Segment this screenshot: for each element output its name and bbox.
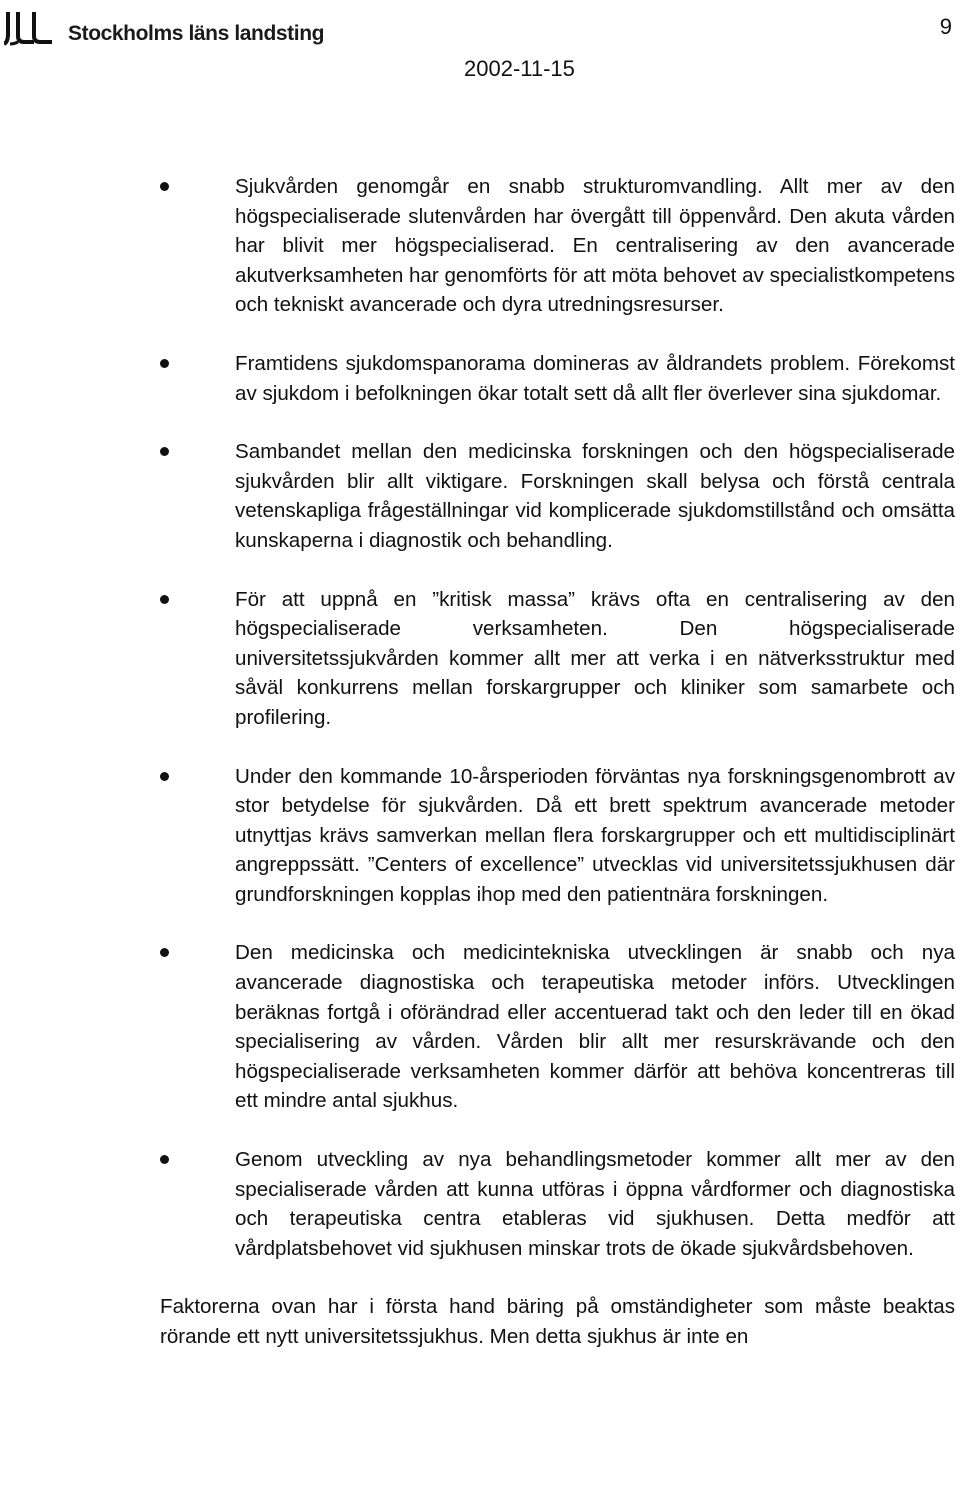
- bullet-text: För att uppnå en ”kritisk massa” krävs ofta en centralisering av den högspecialiserade verksamheten. Den högspecialiserade universitetssjukvården kommer allt mer att verka i en nätverksstruktur med såväl konkurrens mellan forskargrupper och kliniker som samarbete och profilering.: [235, 587, 955, 729]
- bullet-text: Framtidens sjukdomspanorama domineras av åldrandets problem. Förekomst av sjukdom i befolkningen ökar totalt sett då allt fler överlever sina sjukdomar.: [235, 351, 955, 405]
- bullet-dot-icon: [160, 1155, 169, 1164]
- bullet-item: [160, 1145, 955, 1263]
- bullet-text: Under den kommande 10-årsperioden förväntas nya forskningsgenombrott av stor betydelse för sjukvården. Då ett brett spektrum avancerade metoder utnyttjas krävs samverkan mellan flera forskargrupper och ett multidisciplinärt angreppssätt. ”Centers of excellence” utvecklas vid universitetssjukhusen där grundforskningen kopplas ihop med den patientnära forskningen.: [235, 764, 955, 906]
- document-date: 2002-11-15: [464, 56, 575, 81]
- bullet-item: [160, 172, 955, 320]
- bullet-dot-icon: [160, 447, 169, 456]
- bullet-item: [160, 585, 955, 733]
- bullet-item: [160, 349, 955, 408]
- bullet-dot-icon: [160, 948, 169, 957]
- bullet-text: Sjukvården genomgår en snabb strukturomvandling. Allt mer av den högspecialiserade slutenvården har övergått till öppenvård. Den akuta vården har blivit mer högspecialiserad. En centralisering av den avancerade akutverksamheten har genomförts för att möta behovet av specialistkompetens och tekniskt avancerade och dyra utredningsresurser.: [235, 175, 956, 317]
- bullet-dot-icon: [160, 359, 169, 368]
- bullet-dot-icon: [160, 772, 169, 781]
- bullet-dot-icon: [160, 595, 169, 604]
- organization-logo: [4, 10, 344, 46]
- bullet-text: Den medicinska och medicintekniska utvecklingen är snabb och nya avancerade diagnostiska och terapeutiska metoder införs. Utvecklingen beräknas fortgå i oförändrad eller accentuerad takt och den leder till en ökad specialisering av vården. Vården blir allt mer resurskrävande och den högspecialiserade verksamheten kommer därför att behöva koncentreras till ett mindre antal sjukhus.: [235, 941, 955, 1113]
- bullet-item: [160, 762, 955, 910]
- document-body: [160, 172, 955, 1372]
- page-number: 9: [939, 14, 952, 39]
- bullet-text: Genom utveckling av nya behandlingsmetoder kommer allt mer av den specialiserade vården att kunna utföras i öppna vårdformer och diagnostiska och terapeutiska centra etableras vid sjukhusen. Detta medför att vårdplatsbehovet vid sjukhusen minskar trots de ökade sjukvårdsbehoven.: [235, 1148, 955, 1260]
- logo-text: Stockholms läns landsting: [68, 22, 325, 45]
- bullet-item: [160, 938, 955, 1116]
- closing-paragraph: Faktorerna ovan har i första hand bäring på omständigheter som måste beaktas rörande ett nytt universitetssjukhus. Men detta sjukhus är inte en: [160, 1295, 955, 1348]
- bullet-text: Sambandet mellan den medicinska forskningen och den högspecialiserade sjukvården blir allt viktigare. Forskningen skall belysa och förstå centrala vetenskapliga frågeställningar vid komplicerade sjukdomstillstånd och omsätta kunskaperna i diagnostik och behandling.: [235, 440, 955, 552]
- bullet-dot-icon: [160, 182, 169, 191]
- bullet-item: [160, 437, 955, 555]
- sll-logo-icon: [4, 10, 62, 46]
